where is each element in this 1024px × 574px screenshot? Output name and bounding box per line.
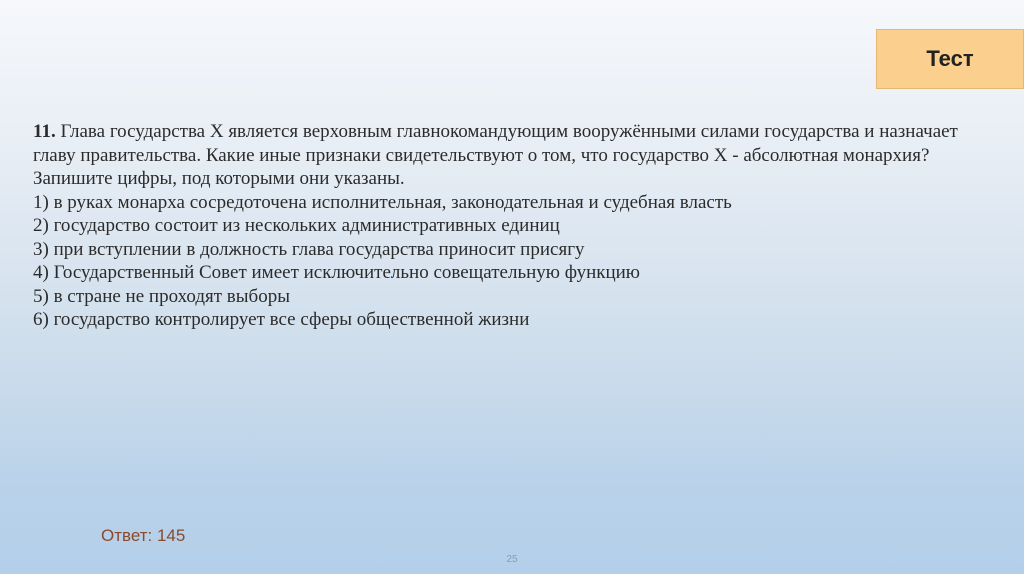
test-badge-label: Тест [926, 46, 974, 71]
question-number: 11. [33, 121, 56, 142]
question-block [33, 120, 993, 332]
question-text: Глава государства Х является верховным главнокомандующим вооружёнными силами государства и назначает главу правительства. Какие иные признаки свидетельствуют о том, что государство Х - абсолютная монархия? Запишите цифры, под которыми они указаны. [33, 121, 958, 189]
option-item-4: 4) Государственный Совет имеет исключительно совещательную функцию [33, 262, 640, 283]
answer-text: Ответ: 145 [101, 526, 186, 545]
page-number: 25 [506, 554, 518, 565]
test-badge [876, 29, 1024, 89]
option-item-6: 6) государство контролирует все сферы общественной жизни [33, 309, 530, 330]
option-item-5: 5) в стране не проходят выборы [33, 285, 290, 307]
option-item-2: 2) государство состоит из нескольких административных единиц [33, 215, 560, 236]
option-item-1: 1) в руках монарха сосредоточена исполнительная, законодательная и судебная власть [33, 191, 732, 213]
option-item-3: 3) при вступлении в должность глава государства приносит присягу [33, 238, 585, 260]
question-stem [33, 120, 993, 191]
